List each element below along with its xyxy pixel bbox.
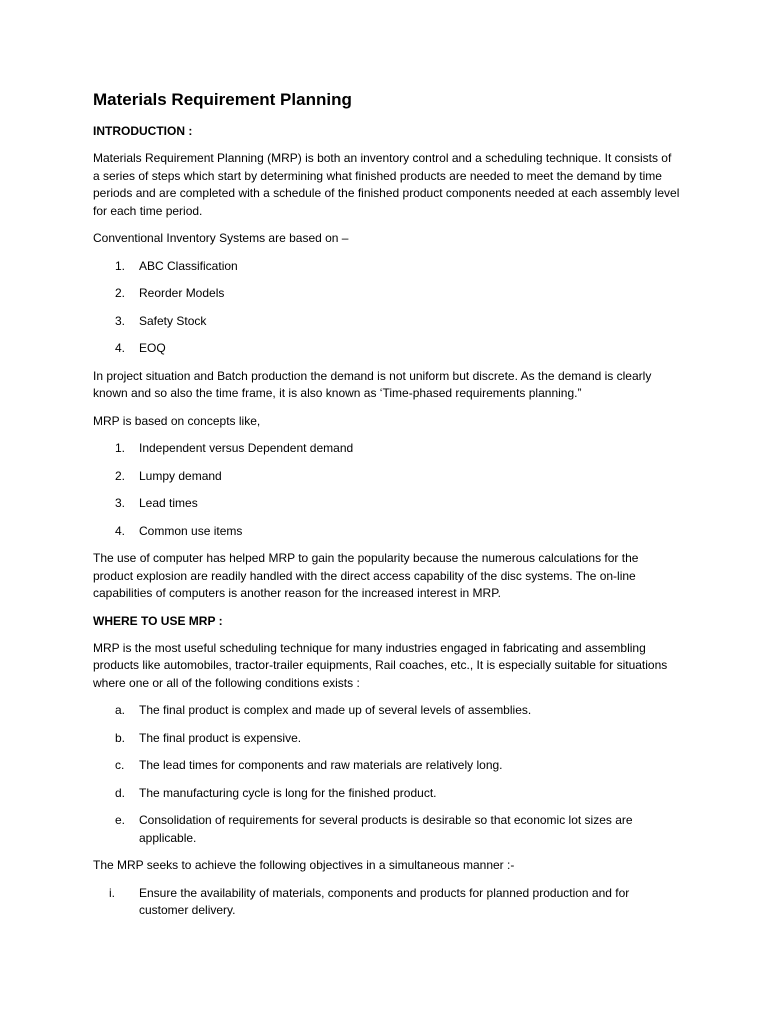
list-item [93, 495, 681, 513]
objectives-intro: The MRP seeks to achieve the following objectives in a simultaneous manner :- [93, 858, 515, 872]
objectives-list [93, 885, 681, 920]
list-item-text: The lead times for components and raw materials are relatively long. [139, 758, 503, 772]
list-marker: 4. [115, 341, 126, 355]
concepts-list [93, 440, 681, 540]
list-marker: d. [115, 785, 126, 800]
list-marker: 1. [115, 441, 126, 455]
list-item-text: Lead times [139, 496, 198, 510]
where-heading: WHERE TO USE MRP : [93, 613, 223, 628]
computer-paragraph: The use of computer has helped MRP to gain the popularity because the numerous calculations for the product explosion are readily handled with the direct access capability of the disc systems. The on-line capabilities of computers is another reason for the increased interest in MRP. [93, 551, 639, 600]
list-marker: a. [115, 703, 126, 717]
conventional-list [93, 258, 681, 358]
list-item-text: Common use items [139, 523, 243, 538]
list-marker: 3. [115, 313, 126, 328]
list-item-text: EOQ [139, 341, 166, 355]
list-marker: 1. [115, 258, 126, 273]
document-title: Materials Requirement Planning [93, 90, 352, 109]
list-marker: 4. [115, 523, 126, 538]
list-item [93, 885, 681, 920]
list-item [93, 258, 681, 276]
list-marker: 2. [115, 468, 126, 483]
list-item [93, 468, 681, 486]
list-item-text: Ensure the availability of materials, components and products for planned production and for customer delivery. [139, 885, 630, 917]
intro-heading: INTRODUCTION : [93, 124, 193, 138]
list-item [93, 730, 681, 748]
list-item-text: Lumpy demand [139, 468, 222, 483]
list-marker: 3. [115, 496, 126, 510]
list-marker: c. [115, 758, 125, 772]
conventional-intro: Conventional Inventory Systems are based on – [93, 231, 349, 245]
list-item-text: ABC Classification [139, 258, 238, 273]
list-item [93, 757, 681, 775]
document-page [93, 89, 681, 930]
list-item-text: Reorder Models [139, 286, 225, 300]
project-paragraph: In project situation and Batch production the demand is not uniform but discrete. As the demand is clearly known and so also the time frame, it is also known as ‘Time-phased requirements planning.” [93, 368, 652, 400]
list-item [93, 440, 681, 458]
list-item [93, 313, 681, 331]
list-item [93, 285, 681, 303]
list-item-text: The final product is expensive. [139, 730, 302, 745]
list-marker: i. [109, 885, 115, 900]
list-item [93, 523, 681, 541]
list-item-text: Consolidation of requirements for several products is desirable so that economic lot sizes are applicable. [139, 813, 633, 845]
list-marker: b. [115, 730, 126, 745]
list-marker: 2. [115, 286, 126, 300]
concepts-intro: MRP is based on concepts like, [93, 413, 261, 428]
intro-paragraph: Materials Requirement Planning (MRP) is both an inventory control and a scheduling technique. It consists of a series of steps which start by determining what finished products are needed to meet the demand by time periods and are completed with a schedule of the finished product components needed at each assembly level for each time period. [93, 151, 680, 218]
list-item [93, 702, 681, 720]
list-marker: e. [115, 813, 126, 827]
list-item-text: Safety Stock [139, 313, 207, 328]
list-item-text: The manufacturing cycle is long for the finished product. [139, 785, 437, 800]
list-item-text: Independent versus Dependent demand [139, 441, 354, 455]
conditions-list [93, 702, 681, 847]
list-item [93, 812, 681, 847]
list-item-text: The final product is complex and made up of several levels of assemblies. [139, 703, 532, 717]
where-paragraph: MRP is the most useful scheduling technique for many industries engaged in fabricating and assembling products like automobiles, tractor-trailer equipments, Rail coaches, etc., It is especially suitable for situations where one or all of the following conditions exists : [93, 640, 668, 690]
list-item [93, 340, 681, 358]
list-item [93, 785, 681, 803]
